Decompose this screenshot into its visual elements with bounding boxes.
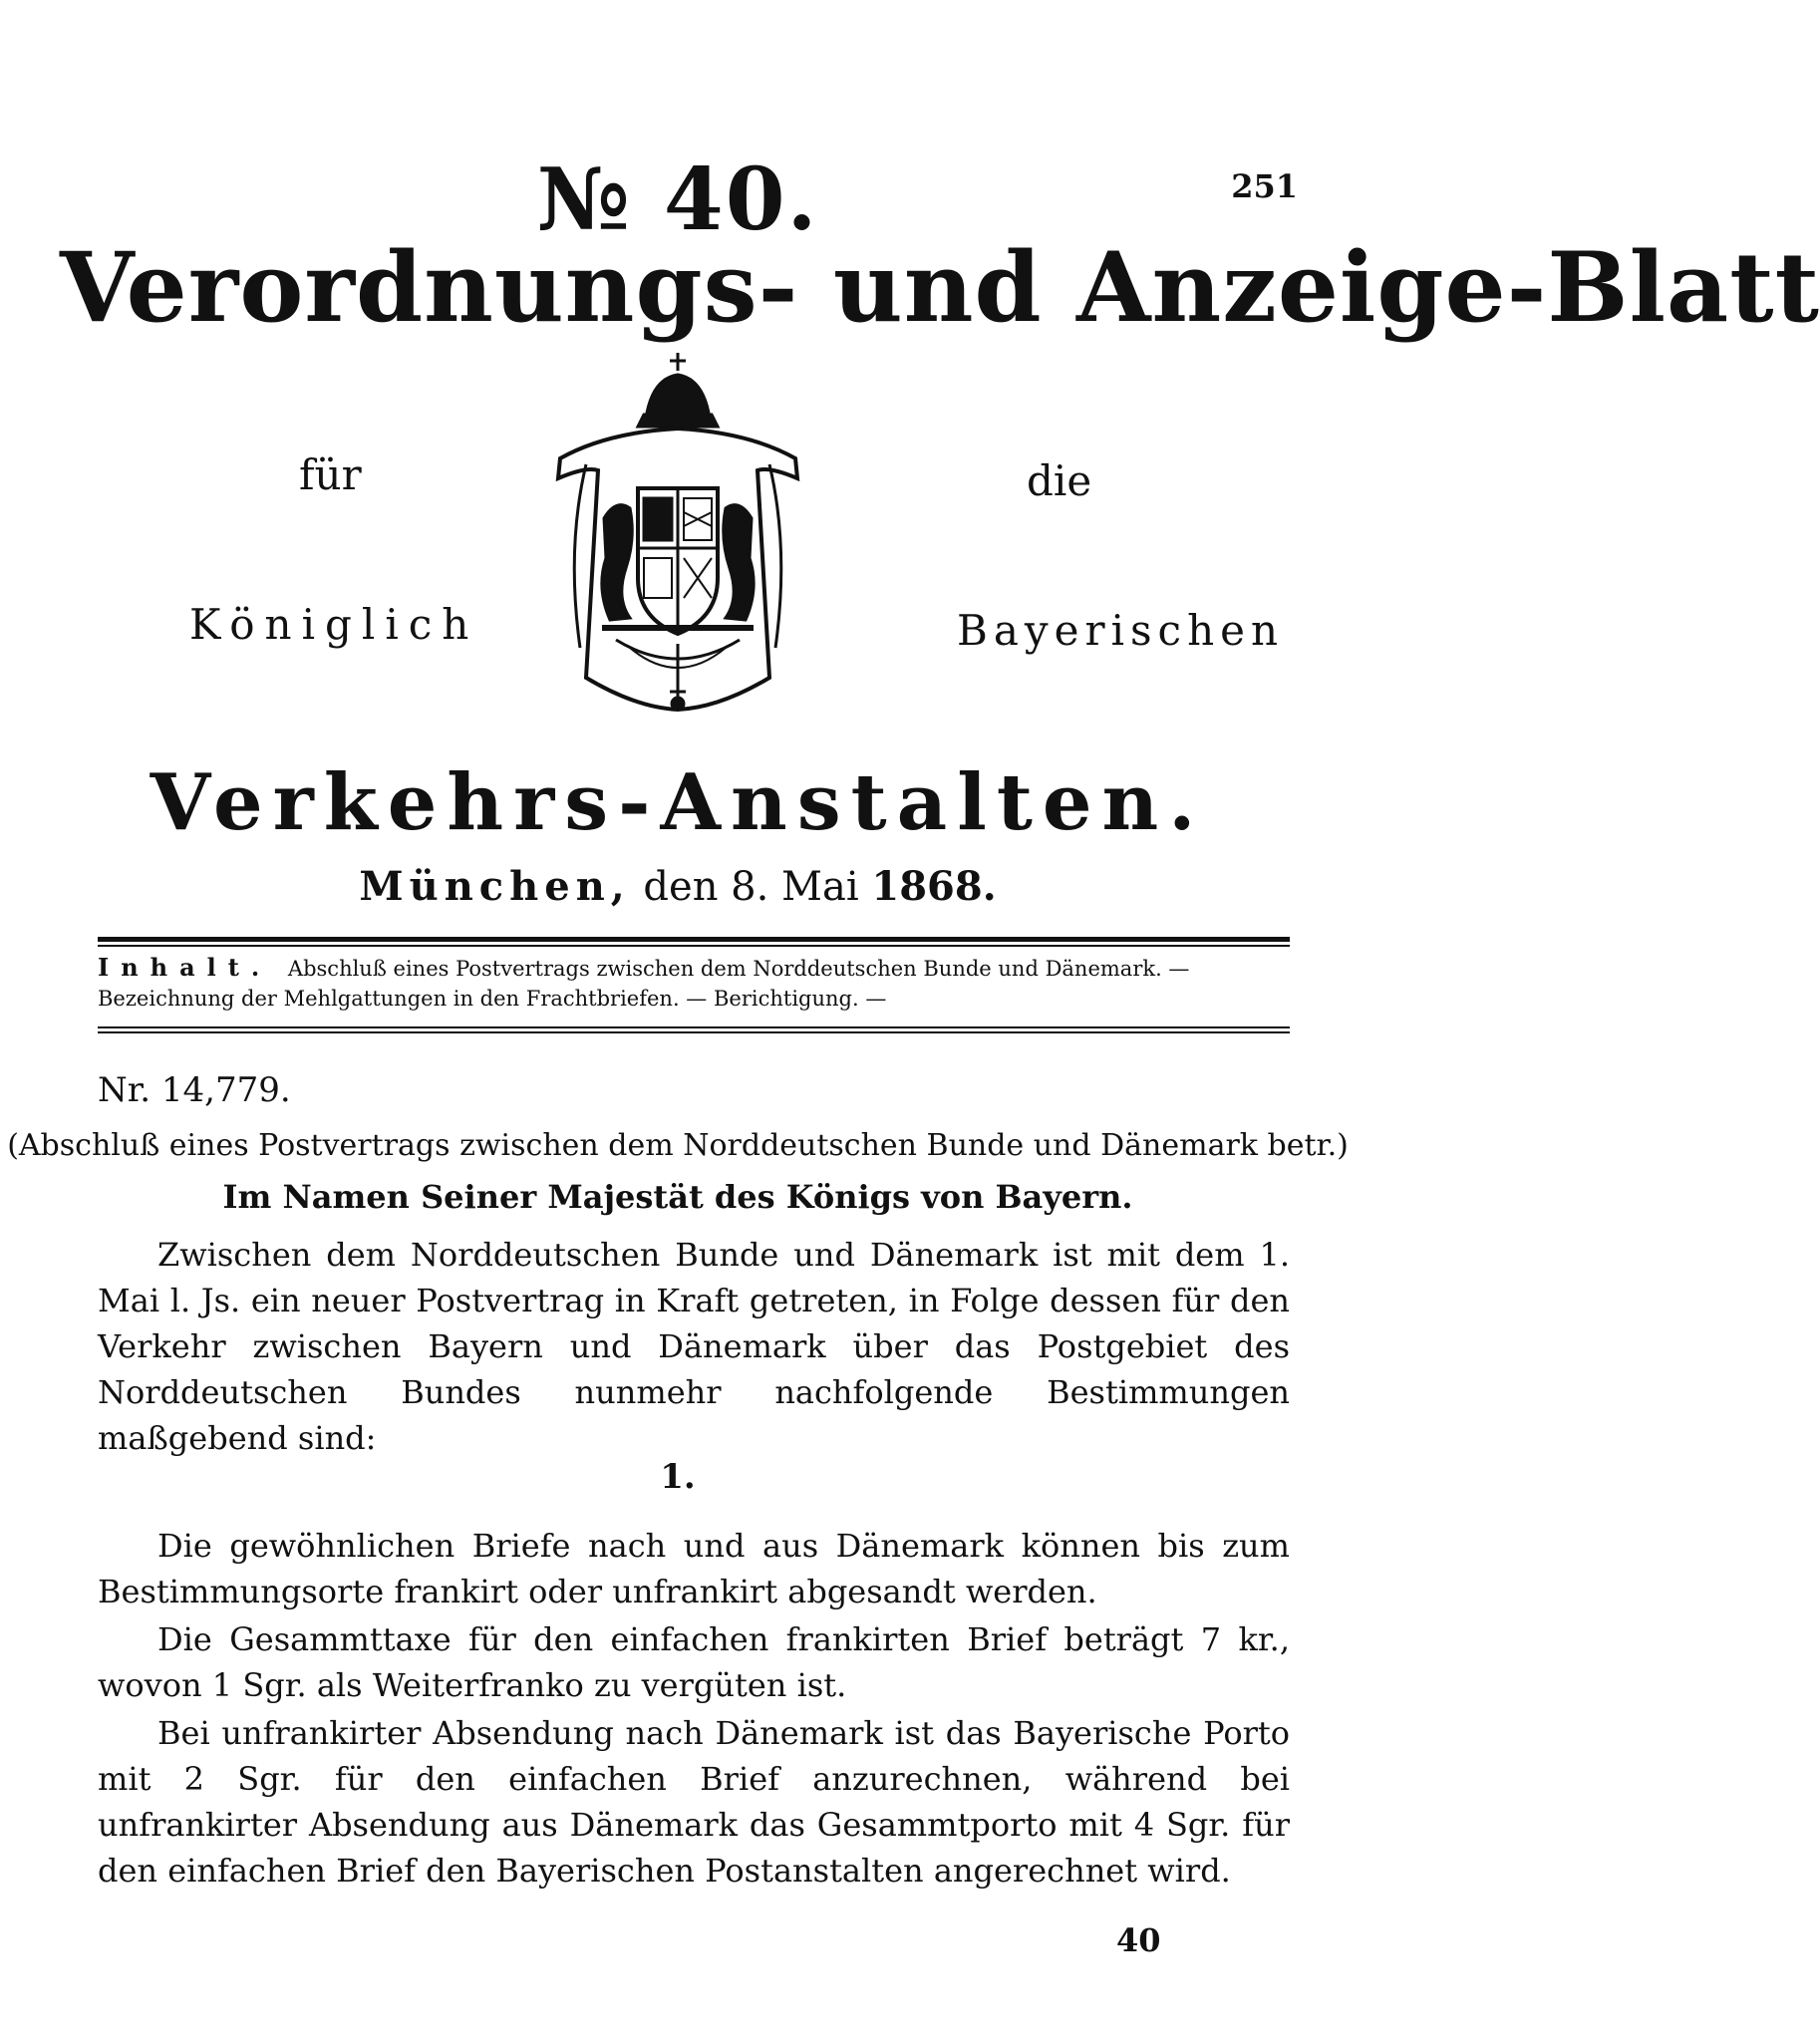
contents-text: Abschluß eines Postvertrags zwischen dem Norddeutschen Bunde und Dänemark. — Bezeichnung der Mehlgattungen in den Frachtbriefen. — Berichtigung. — xyxy=(98,957,1190,1011)
page-title: Verordnungs- und Anzeige-Blatt xyxy=(60,231,1820,344)
page-number: 251 xyxy=(1231,167,1298,205)
word-fuer: für xyxy=(299,450,362,499)
place-name: München, xyxy=(359,863,631,910)
date-text: den 8. Mai xyxy=(643,864,859,910)
divider-thin xyxy=(98,945,1290,947)
word-koeniglich: Königlich xyxy=(189,600,479,649)
divider-thin-3 xyxy=(98,1031,1290,1033)
word-die: die xyxy=(1027,456,1092,505)
signature-mark: 40 xyxy=(1116,1921,1161,1959)
divider-thick xyxy=(98,937,1290,942)
notice-subject: (Abschluß eines Postvertrags zwischen dem Norddeutschen Bunde und Dänemark betr.) xyxy=(7,1128,1349,1163)
section-number: 1. xyxy=(660,1457,696,1497)
notice-in-name: Im Namen Seiner Majestät des Königs von Bayern. xyxy=(222,1178,1133,1216)
paragraph-1: Die gewöhnlichen Briefe nach und aus Dänemark können bis zum Bestimmungsorte frankirt oder unfrankirt abgesandt werden. xyxy=(98,1527,1290,1610)
paragraph-2: Die Gesammttaxe für den einfachen frankirten Brief beträgt 7 kr., wovon 1 Sgr. als Weiterfranko zu vergüten ist. xyxy=(98,1620,1290,1704)
place-date-line xyxy=(0,863,1356,910)
paragraph-3: Bei unfrankirter Absendung nach Dänemark ist das Bayerische Porto mit 2 Sgr. für den einfachen Brief anzurechnen, während bei unfrankirter Absendung aus Dänemark das Gesammtporto mit 4 Sgr. für den einfachen Brief den Bayerischen Postanstalten angerechnet wird. xyxy=(98,1714,1290,1890)
year: 1868. xyxy=(871,863,997,910)
intro-paragraph: Zwischen dem Norddeutschen Bunde und Dänemark ist mit dem 1. Mai l. Js. ein neuer Postvertrag in Kraft getreten, in Folge dessen für den Verkehr zwischen Bayern und Dänemark über das Postgebiet des Norddeutschen Bundes nunmehr nachfolgende Bestimmungen maßgebend sind: xyxy=(98,1236,1290,1457)
word-bayerischen: Bayerischen xyxy=(957,606,1285,655)
coat-of-arms-icon xyxy=(546,349,809,720)
notice-number: Nr. 14,779. xyxy=(98,1070,291,1110)
page-subtitle: Verkehrs-Anstalten. xyxy=(150,757,1206,848)
issue-number: № 40. xyxy=(536,149,819,250)
contents-block xyxy=(98,953,1290,1014)
contents-label: Inhalt. xyxy=(98,953,272,982)
divider-thin-2 xyxy=(98,1026,1290,1028)
